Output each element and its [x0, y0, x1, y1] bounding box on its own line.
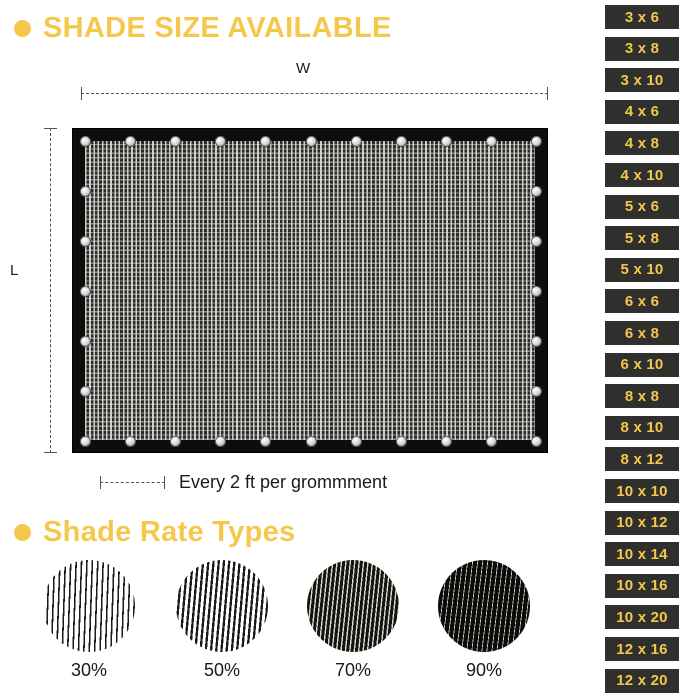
grommet-icon	[486, 436, 497, 447]
grommet-icon	[351, 136, 362, 147]
width-dashed-line	[81, 93, 548, 94]
grommet-icon	[80, 186, 91, 197]
size-chip[interactable]: 8 x 10	[605, 416, 679, 440]
shade-size-heading	[14, 12, 392, 45]
bullet-dot-icon	[14, 524, 31, 541]
size-chip[interactable]: 3 x 6	[605, 5, 679, 29]
size-chip[interactable]: 5 x 6	[605, 195, 679, 219]
shade-rate-label: 70%	[334, 660, 372, 680]
grommet-icon	[80, 336, 91, 347]
grommet-icon	[80, 236, 91, 247]
size-chip[interactable]: 12 x 16	[605, 637, 679, 661]
size-chip[interactable]: 10 x 20	[605, 605, 679, 629]
grommet-icon	[531, 336, 542, 347]
length-label: L	[10, 262, 19, 279]
shade-rate-heading-text: Shade Rate Types	[43, 516, 296, 548]
grommet-icon	[441, 436, 452, 447]
grommet-icon	[531, 286, 542, 297]
grommet-icon	[486, 136, 497, 147]
grommet-icon	[125, 436, 136, 447]
grommet-dashed-line	[100, 482, 165, 483]
grommet-spacing-dimension-line	[100, 476, 165, 489]
grommet-icon	[80, 136, 91, 147]
length-dimension-line	[44, 128, 56, 453]
shade-rate-label: 90%	[465, 660, 503, 680]
grommet-icon	[396, 136, 407, 147]
shade-rate-swatch	[30, 560, 148, 681]
size-chip[interactable]: 10 x 16	[605, 574, 679, 598]
shade-rate-label: 50%	[203, 660, 241, 680]
shade-rate-texture-50	[176, 560, 268, 652]
size-chip[interactable]: 5 x 8	[605, 226, 679, 250]
grommet-icon	[306, 136, 317, 147]
grommet-icon	[531, 386, 542, 397]
grommet-icon	[170, 436, 181, 447]
shade-rate-heading	[14, 516, 295, 549]
length-dashed-line	[50, 128, 51, 453]
bullet-dot-icon	[14, 20, 31, 37]
length-tick-bottom	[44, 452, 57, 453]
width-dimension-line	[81, 87, 548, 99]
shade-rate-swatch	[294, 560, 412, 681]
size-chip[interactable]: 4 x 10	[605, 163, 679, 187]
shade-rate-texture-70	[307, 560, 399, 652]
shade-rate-swatch-group	[30, 560, 570, 695]
size-chip[interactable]: 6 x 6	[605, 289, 679, 313]
size-chip[interactable]: 10 x 14	[605, 542, 679, 566]
grommet-icon	[531, 236, 542, 247]
grommet-tick-right	[164, 476, 165, 489]
size-chip[interactable]: 3 x 10	[605, 68, 679, 92]
shade-cloth-illustration	[72, 128, 548, 453]
size-chip[interactable]: 8 x 12	[605, 447, 679, 471]
size-chip[interactable]: 6 x 10	[605, 353, 679, 377]
size-chip[interactable]: 12 x 20	[605, 669, 679, 693]
available-size-list	[598, 0, 679, 698]
shade-rate-swatch	[425, 560, 543, 681]
grommet-icon	[80, 386, 91, 397]
grommet-icon	[441, 136, 452, 147]
size-chip[interactable]: 3 x 8	[605, 37, 679, 61]
size-chip[interactable]: 10 x 10	[605, 479, 679, 503]
grommet-icon	[531, 436, 542, 447]
shade-size-heading-text: SHADE SIZE AVAILABLE	[43, 12, 392, 44]
grommet-icon	[260, 436, 271, 447]
grommet-spacing-note	[100, 472, 387, 493]
size-chip[interactable]: 5 x 10	[605, 258, 679, 282]
size-chip[interactable]: 10 x 12	[605, 511, 679, 535]
shade-rate-texture-30	[43, 560, 135, 652]
size-chip[interactable]: 8 x 8	[605, 384, 679, 408]
shade-rate-label: 30%	[70, 660, 108, 680]
grommet-icon	[531, 136, 542, 147]
grommet-icon	[531, 186, 542, 197]
size-chip[interactable]: 4 x 8	[605, 131, 679, 155]
grommet-icon	[306, 436, 317, 447]
width-label: W	[296, 60, 311, 77]
grommet-icon	[351, 436, 362, 447]
shade-rate-swatch	[163, 560, 281, 681]
grommet-icon	[396, 436, 407, 447]
size-chip[interactable]: 6 x 8	[605, 321, 679, 345]
grommet-note-text: Every 2 ft per grommment	[179, 472, 388, 492]
mesh-fabric-texture	[85, 141, 535, 440]
width-tick-right	[547, 87, 548, 100]
grommet-icon	[215, 436, 226, 447]
grommet-icon	[80, 286, 91, 297]
grommet-icon	[80, 436, 91, 447]
shade-rate-texture-90	[438, 560, 530, 652]
size-chip[interactable]: 4 x 6	[605, 100, 679, 124]
